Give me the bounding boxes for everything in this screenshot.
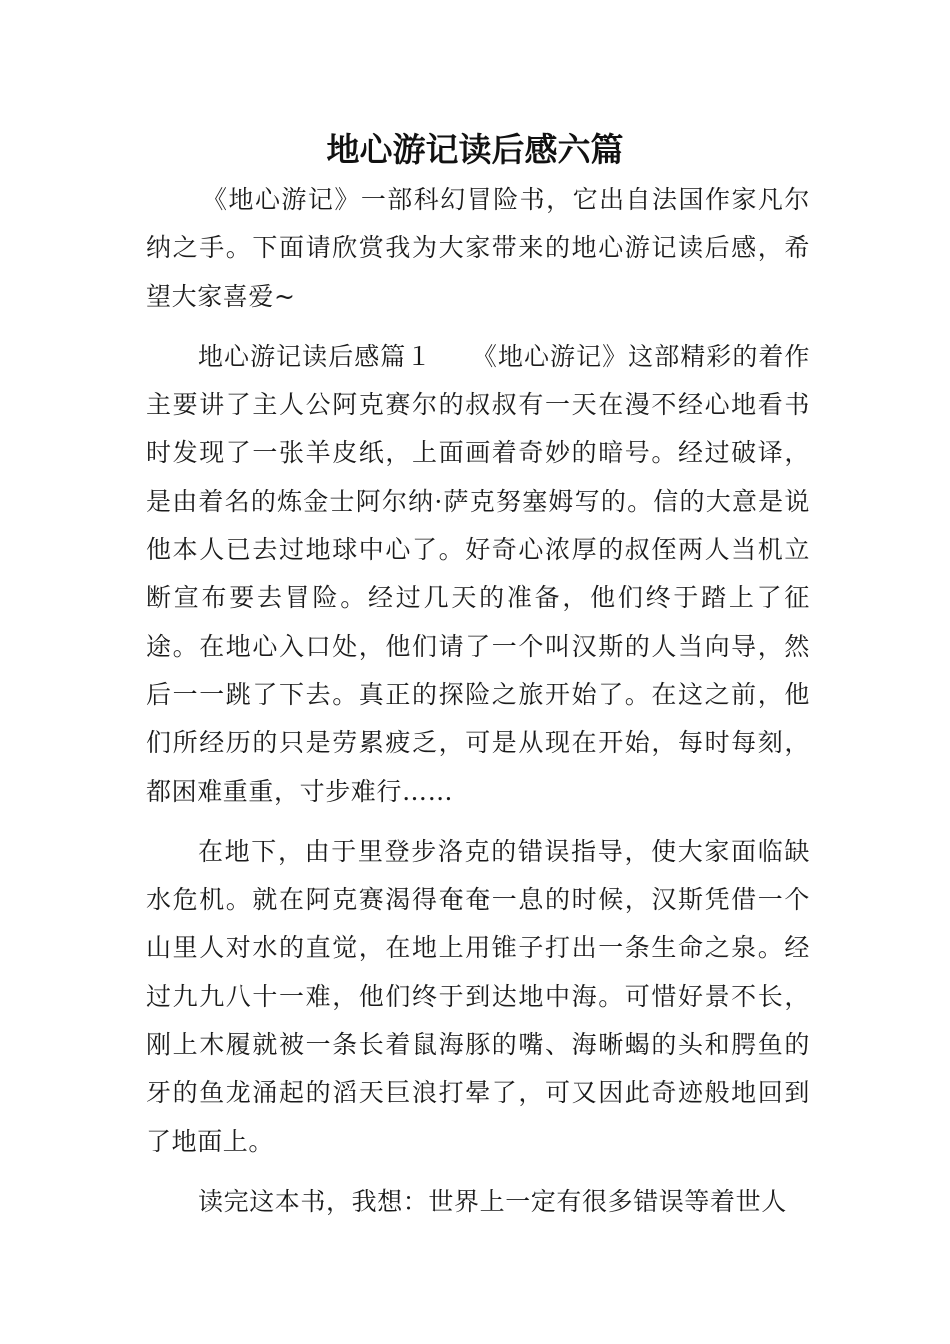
paragraph-intro: 《地心游记》一部科幻冒险书，它出自法国作家凡尔纳之手。下面请欣赏我为大家带来的地心游记读后感，希望大家喜爱~ <box>146 185 810 311</box>
paragraph-reflection: 读完这本书，我想：世界上一定有很多错误等着世人 <box>198 1186 787 1216</box>
paragraph-underground: 在地下，由于里登步洛克的错误指导，使大家面临缺水危机。就在阿克赛渴得奄奄一息的时候，汉斯凭借一个山里人对水的直觉，在地上用锥子打出一条生命之泉。经过九九八十一难，他们终于到达地中海。可惜好景不长，刚上木履就被一条长着鼠海豚的嘴、海晰蝎的头和腭鱼的牙的鱼龙涌起的滔天巨浪打晕了，可又因此奇迹般地回到了地面上。 <box>146 836 810 1156</box>
document-body <box>146 176 810 1238</box>
paragraph-essay-1: 地心游记读后感篇１ 《地心游记》这部精彩的着作主要讲了主人公阿克赛尔的叔叔有一天在漫不经心地看书时发现了一张羊皮纸，上面画着奇妙的暗号。经过破译，是由着名的炼金士阿尔纳·萨克努塞姆写的。信的大意是说他本人已去过地球中心了。好奇心浓厚的叔侄两人当机立断宣布要去冒险。经过几天的准备，他们终于踏上了征途。在地心入口处，他们请了一个叫汉斯的人当向导，然后一一跳了下去。真正的探险之旅开始了。在这之前，他们所经历的只是劳累疲乏，可是从现在开始，每时每刻，都困难重重，寸步难行…… <box>146 341 810 806</box>
document-title: 地心游记读后感六篇 <box>326 130 624 169</box>
